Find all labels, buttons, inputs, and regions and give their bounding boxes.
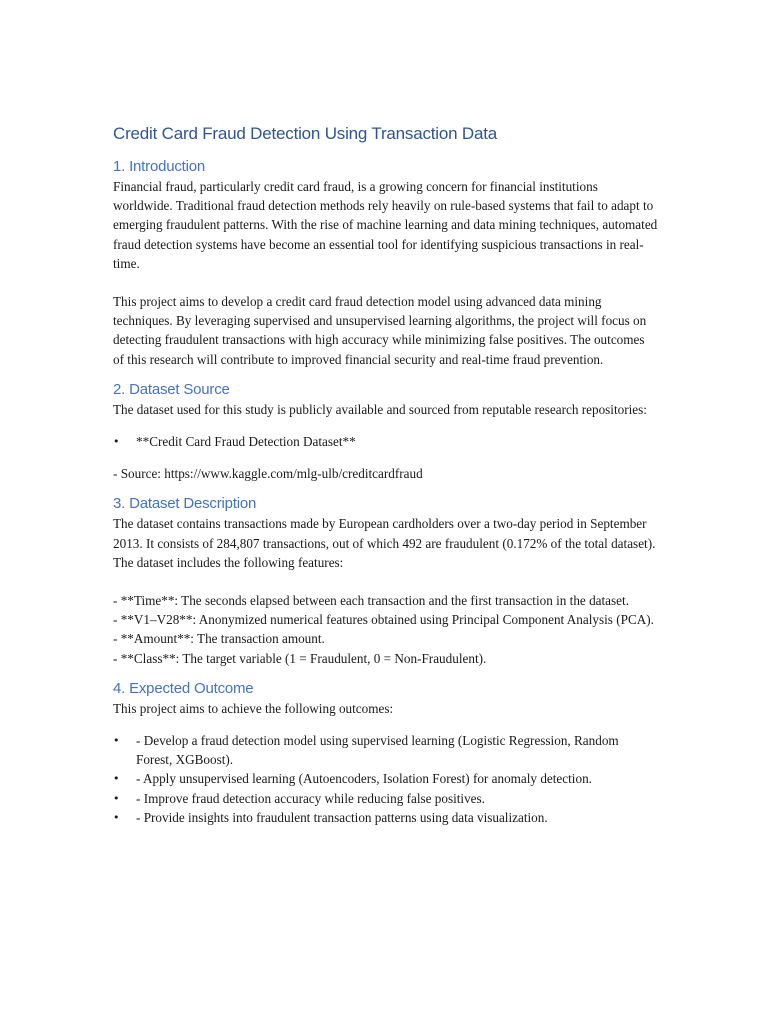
bullet-icon: • xyxy=(113,810,120,824)
outcome-bullet-list xyxy=(113,731,658,827)
section-heading-introduction: 1. Introduction xyxy=(113,158,206,175)
document-body xyxy=(113,124,658,827)
section-heading-dataset-source: 2. Dataset Source xyxy=(113,380,230,398)
outcome-bullet-text: - Provide insights into fraudulent transaction patterns using data visualization. xyxy=(136,809,548,825)
section-heading-expected-outcome: 4. Expected Outcome xyxy=(113,679,254,697)
intro-paragraph-1: Financial fraud, particularly credit card fraud, is a growing concern for financial institutions worldwide. Traditional fraud detection methods rely heavily on rule-based systems that fail to adapt to emerging fraudulent patterns. With the rise of machine learning and data mining techniques, automated fraud detection systems have become an essential tool for identifying suspicious transactions in real-time. xyxy=(113,179,658,271)
outcome-bullet-text: - Improve fraud detection accuracy while reducing false positives. xyxy=(136,790,485,806)
list-item: - **Amount**: The transaction amount. xyxy=(113,631,325,647)
bullet-icon: • xyxy=(113,791,120,805)
outcome-bullet-text: - Develop a fraud detection model using supervised learning (Logistic Regression, Random Forest, XGBoost). xyxy=(136,733,619,768)
list-item: - **Class**: The target variable (1 = Fraudulent, 0 = Non-Fraudulent). xyxy=(113,650,487,666)
source-bullet-text: **Credit Card Fraud Detection Dataset** xyxy=(136,434,356,450)
bullet-icon: • xyxy=(113,772,120,786)
outcome-paragraph: This project aims to achieve the following outcomes: xyxy=(113,700,394,716)
list-item xyxy=(113,808,658,827)
list-item: - **V1–V28**: Anonymized numerical features obtained using Principal Component Analysis (PCA). xyxy=(113,612,654,628)
section-heading-dataset-description: 3. Dataset Description xyxy=(113,495,257,513)
list-item xyxy=(113,769,658,788)
list-item xyxy=(113,731,658,769)
list-item xyxy=(113,789,658,808)
feature-list xyxy=(113,591,658,668)
list-item: - **Time**: The seconds elapsed between each transaction and the first transaction in the dataset. xyxy=(113,593,629,609)
outcome-bullet-text: - Apply unsupervised learning (Autoencoders, Isolation Forest) for anomaly detection. xyxy=(136,771,592,787)
bullet-icon: • xyxy=(113,435,120,449)
description-paragraph: The dataset contains transactions made by European cardholders over a two-day period in September 2013. It consists of 284,807 transactions, out of which 492 are fraudulent (0.172% of the total dataset). The dataset includes the following features: xyxy=(113,516,656,570)
list-item xyxy=(113,432,658,451)
intro-paragraph-2: This project aims to develop a credit card fraud detection model using advanced data mining techniques. By leveraging supervised and unsupervised learning algorithms, the project will focus on detecting fraudulent transactions with high accuracy while minimizing false positives. The outcomes of this research will contribute to improved financial security and real-time fraud prevention. xyxy=(113,294,647,367)
source-bullet-list xyxy=(113,432,658,451)
source-link-line: - Source: https://www.kaggle.com/mlg-ulb/creditcardfraud xyxy=(113,466,423,482)
document-title: Credit Card Fraud Detection Using Transaction Data xyxy=(113,124,498,143)
source-paragraph: The dataset used for this study is publicly available and sourced from reputable research repositories: xyxy=(113,401,647,417)
bullet-icon: • xyxy=(113,734,120,748)
